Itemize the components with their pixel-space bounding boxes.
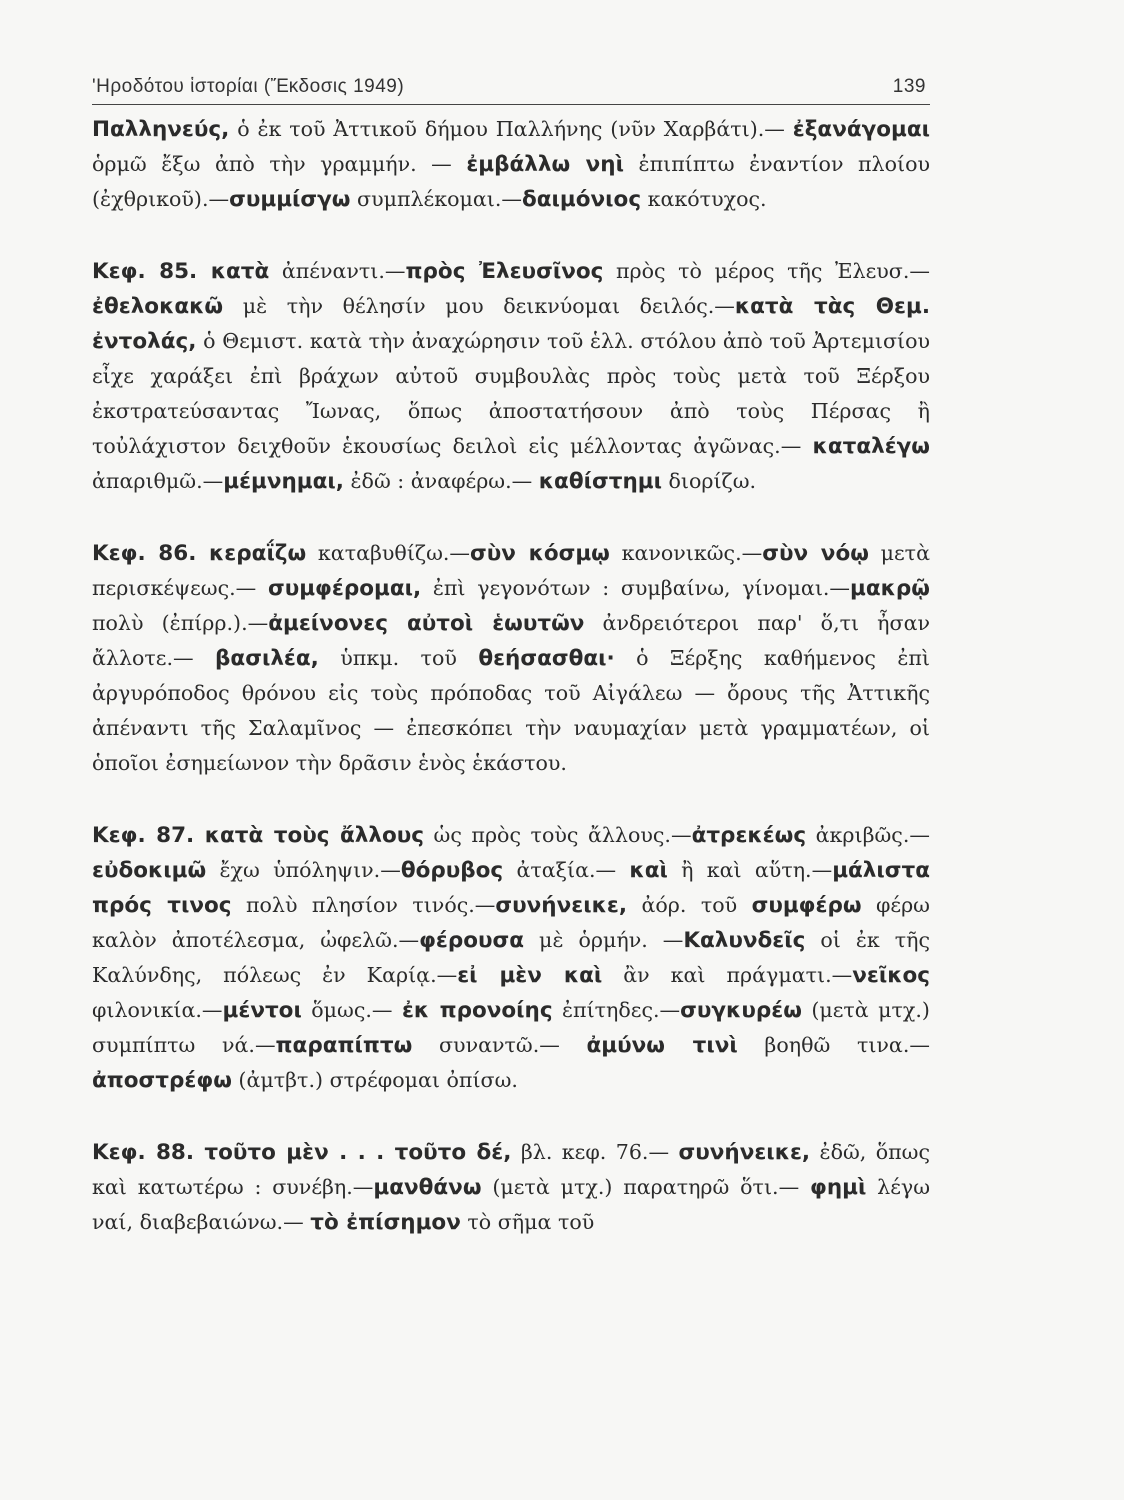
glossary-term: συμμίσγω (229, 187, 351, 212)
glossary-definition: ἂν καὶ πράγματι.— (602, 963, 853, 987)
glossary-definition: συναντῶ.— (412, 1033, 587, 1057)
glossary-term: καθίστημι (538, 469, 662, 494)
glossary-term: Κεφ. 88. τοῦτο μὲν . . . τοῦτο δέ, (92, 1140, 512, 1165)
glossary-term: ἐξανάγομαι (792, 117, 930, 142)
glossary-term: Καλυνδεῖς (683, 928, 806, 953)
glossary-definition: ἐδῶ, ὅπως καὶ κατωτέρω : συνέβη.— (92, 1140, 930, 1199)
running-header (92, 72, 930, 105)
glossary-term: μέντοι (222, 998, 302, 1023)
glossary-term: συμφέρομαι, (267, 576, 422, 601)
glossary-body (92, 112, 930, 1240)
glossary-definition: φέρω καλὸν ἀποτέλεσμα, ὠφελῶ.— (92, 893, 930, 952)
glossary-definition: ὁρμῶ ἔξω ἀπὸ τὴν γραμμήν. — (92, 152, 467, 176)
glossary-term: κατὰ τὰς Θεμ. ἐντολάς, (92, 294, 930, 354)
glossary-definition: ἀπέναντι.— (269, 259, 406, 283)
glossary-definition: ἀπαριθμῶ.— (92, 469, 224, 493)
glossary-term: ἐκ προνοίης (401, 998, 553, 1023)
glossary-term: φέρουσα (419, 928, 525, 953)
page-number: 139 (892, 76, 926, 97)
glossary-definition: μετὰ περισκέψεως.— (92, 541, 930, 600)
glossary-definition: ἐπιπίπτω ἐναντίον πλοίου (ἐχθρικοῦ).— (92, 152, 930, 211)
glossary-definition: (μετὰ μτχ.) συμπίπτω νά.— (92, 998, 930, 1057)
glossary-paragraph (92, 254, 930, 499)
glossary-term: καὶ (629, 858, 668, 883)
glossary-definition: μὲ ὁρμήν. — (524, 928, 684, 952)
glossary-definition: οἱ ἐκ τῆς Καλύνδης, πόλεως ἐν Καρίᾳ.— (92, 928, 930, 987)
glossary-term: θόρυβος (400, 858, 504, 883)
glossary-definition: λέγω ναί, διαβεβαιώνω.— (92, 1175, 931, 1234)
glossary-term: Κεφ. 87. κατὰ τοὺς ἄλλους (92, 823, 424, 848)
glossary-term: ἀποστρέφω (92, 1068, 232, 1093)
glossary-definition: ὅμως.— (301, 998, 402, 1022)
glossary-definition: ἔχω ὑπόληψιν.— (206, 858, 401, 882)
glossary-definition: ὡς πρὸς τοὺς ἄλλους.— (423, 823, 692, 847)
glossary-term: συμφέρω (751, 893, 862, 918)
glossary-paragraph (92, 818, 930, 1098)
glossary-definition: ἐδῶ : ἀναφέρω.— (343, 469, 539, 493)
glossary-term: ἐθελοκακῶ (92, 294, 224, 319)
glossary-term: συνήνεικε, (678, 1140, 811, 1165)
glossary-term: ἀτρεκέως (691, 823, 807, 848)
glossary-definition: ἀνδρειότεροι παρ' ὅ,τι ἦσαν ἄλλοτε.— (92, 611, 931, 670)
glossary-definition: ὁ Ξέρξης καθήμενος ἐπὶ ἀργυρόποδος θρόνου εἰς τοὺς πρόποδας τοῦ Αἰγάλεω — ὄρους τῆς Ἀττικῆς ἀπέναντι τῆς Σαλαμῖνος — ἐπεσκόπει τὴν ναυμαχίαν μετὰ γραμματέων, οἱ ὁποῖοι ἐσημείωνον τὴν δρᾶσιν ἑνὸς ἑκάστου. (92, 646, 930, 775)
glossary-term: βασιλέα, (215, 646, 319, 671)
glossary-definition: ὁ ἐκ τοῦ Ἀττικοῦ δήμου Παλλήνης (νῦν Χαρβάτι).— (229, 117, 793, 141)
glossary-definition: (ἀμτβτ.) στρέφομαι ὀπίσω. (231, 1068, 518, 1092)
glossary-term: συνήνεικε, (495, 893, 628, 918)
glossary-term: Παλληνεύς, (92, 117, 230, 142)
glossary-term: δαιμόνιος (522, 187, 642, 212)
glossary-term: μέμνημαι, (223, 469, 344, 494)
glossary-definition: βλ. κεφ. 76.— (511, 1140, 679, 1164)
glossary-term: ἀμείνονες αὐτοὶ ἑωυτῶν (268, 611, 585, 636)
glossary-term: ἐμβάλλω νηὶ (466, 152, 624, 177)
glossary-definition: φιλονικία.— (92, 998, 223, 1022)
glossary-paragraph (92, 112, 930, 217)
glossary-definition: μὲ τὴν θέλησίν μου δεικνύομαι δειλός.— (223, 294, 735, 318)
glossary-paragraph (92, 1135, 930, 1240)
glossary-term: εἰ μὲν καὶ (457, 963, 603, 988)
header-title: 'Ηροδότου ἱστορίαι (Ἔκδοσις 1949) (92, 76, 405, 97)
glossary-term: τὸ ἐπίσημον (310, 1210, 461, 1235)
glossary-term: σὺν νόῳ (762, 541, 869, 566)
glossary-definition: (μετὰ μτχ.) παρατηρῶ ὅτι.— (481, 1175, 811, 1199)
glossary-term: καταλέγω (812, 434, 930, 459)
glossary-definition: διορίζω. (661, 469, 757, 493)
glossary-term: θεήσασθαι· (478, 646, 615, 671)
glossary-definition: κακότυχος. (641, 187, 767, 211)
glossary-term: μάλιστα πρός τινος (92, 858, 931, 918)
glossary-term: φημὶ (810, 1175, 867, 1200)
glossary-definition: βοηθῶ τινα.— (737, 1033, 930, 1057)
glossary-term: ἀμύνω τινὶ (586, 1033, 738, 1058)
glossary-term: μανθάνω (373, 1175, 482, 1200)
glossary-definition: ἢ καὶ αὕτη.— (667, 858, 833, 882)
glossary-definition: κανονικῶς.— (609, 541, 763, 565)
glossary-definition: συμπλέκομαι.— (350, 187, 523, 211)
glossary-definition: τὸ σῆμα τοῦ (460, 1210, 595, 1234)
glossary-term: μακρῷ (850, 576, 930, 601)
glossary-term: νεῖκος (852, 963, 930, 988)
glossary-definition: πολὺ (ἐπίρρ.).— (92, 611, 269, 635)
glossary-definition: ἀκριβῶς.— (806, 823, 930, 847)
glossary-term: παραπίπτω (275, 1033, 413, 1058)
glossary-definition: ἐπίτηδες.— (552, 998, 681, 1022)
glossary-definition: πρὸς τὸ μέρος τῆς Ἐλευσ.— (603, 259, 930, 283)
glossary-term: συγκυρέω (680, 998, 802, 1023)
glossary-term: Κεφ. 85. κατὰ (92, 259, 270, 284)
glossary-definition: καταβυθίζω.— (306, 541, 470, 565)
glossary-paragraph (92, 536, 930, 781)
glossary-term: εὐδοκιμῶ (92, 858, 207, 883)
glossary-definition: ὑπκμ. τοῦ (318, 646, 479, 670)
glossary-term: σὺν κόσμῳ (470, 541, 610, 566)
glossary-definition: ἀταξία.— (503, 858, 630, 882)
glossary-term: πρὸς Ἐλευσῖνος (405, 259, 604, 284)
glossary-term: Κεφ. 86. κεραΐζω (92, 541, 307, 566)
glossary-definition: πολὺ πλησίον τινός.— (231, 893, 496, 917)
glossary-definition: ἐπὶ γεγονότων : συμβαίνω, γίνομαι.— (421, 576, 851, 600)
glossary-definition: ἀόρ. τοῦ (627, 893, 752, 917)
glossary-definition: ὁ Θεμιστ. κατὰ τὴν ἀναχώρησιν τοῦ ἑλλ. στόλου ἀπὸ τοῦ Ἀρτεμισίου εἶχε χαράξει ἐπὶ βράχων αὐτοῦ συμβουλὰς πρὸς τοὺς μετὰ τοῦ Ξέρξου ἐκστρατεύσαντας Ἴωνας, ὅπως ἀποστατήσουν ἀπὸ τοὺς Πέρσας ἢ τοὐλάχιστον δειχθοῦν ἑκουσίως δειλοὶ εἰς μέλλοντας ἀγῶνας.— (92, 329, 930, 458)
